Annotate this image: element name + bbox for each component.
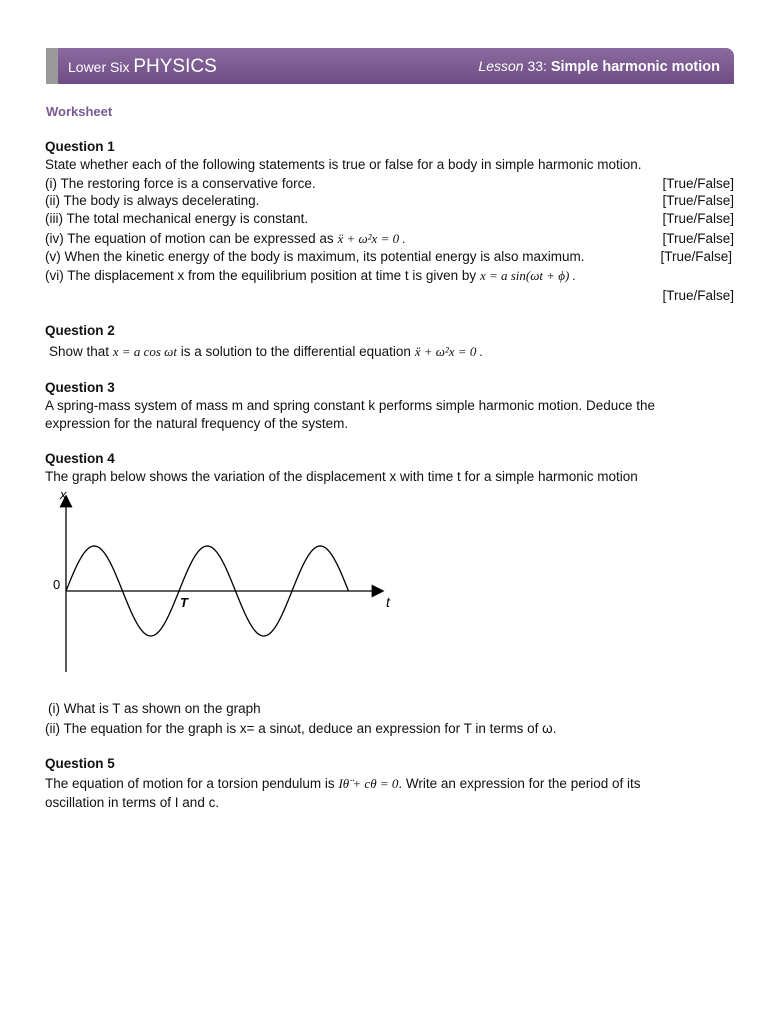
q1-item-3: (iii) The total mechanical energy is constant. [45, 211, 309, 226]
q1-item-4 [45, 231, 406, 247]
q1-tf-4: [True/False] [662, 231, 734, 246]
q2-mid: is a solution to the differential equation [180, 344, 411, 359]
q1-tf-1: [True/False] [662, 176, 734, 191]
q1-item-1: (i) The restoring force is a conservative force. [45, 176, 316, 191]
y-axis-label: x [60, 487, 67, 502]
period-label: T [180, 595, 188, 610]
q2-pre: Show that [49, 344, 110, 359]
q1-tf-3: [True/False] [662, 211, 734, 226]
q1-item-2: (ii) The body is always decelerating. [45, 193, 260, 208]
q5-title: Question 5 [45, 756, 115, 771]
q4-part-ii: (ii) The equation for the graph is x= a sinωt, deduce an expression for T in terms of ω. [45, 721, 557, 736]
q1-item-6-text: (vi) The displacement x from the equilibrium position at time t is given by [45, 268, 477, 283]
level-label: Lower Six [68, 59, 130, 75]
q5-line-1b: . Write an expression for the period of its [398, 776, 641, 791]
banner-right [478, 58, 720, 75]
q3-title: Question 3 [45, 380, 115, 395]
x-axis-label: t [386, 594, 390, 610]
q5-line-1 [45, 776, 640, 792]
q3-line-1: A spring-mass system of mass m and spring constant k performs simple harmonic motion. Deduce the [45, 398, 655, 413]
q1-tf-2: [True/False] [662, 193, 734, 208]
q1-item-5: (v) When the kinetic energy of the body is maximum, its potential energy is also maximum. [45, 249, 585, 264]
q1-item-6 [45, 268, 576, 284]
lesson-title: Simple harmonic motion [550, 59, 720, 75]
header-banner [46, 48, 734, 84]
q4-part-i: (i) What is T as shown on the graph [48, 701, 261, 716]
origin-label: 0 [53, 577, 61, 592]
q3-line-2: expression for the natural frequency of the system. [45, 416, 349, 431]
q4-intro: The graph below shows the variation of the displacement x with time t for a simple harmonic motion [45, 469, 638, 484]
lesson-word: Lesson [478, 58, 524, 74]
q1-title: Question 1 [45, 139, 115, 154]
q4-title: Question 4 [45, 451, 115, 466]
worksheet-heading: Worksheet [46, 104, 113, 119]
q1-tf-6: [True/False] [662, 288, 734, 303]
q2-text [49, 344, 483, 360]
q5-line-2: oscillation in terms of I and c. [45, 795, 220, 810]
displacement-time-graph [40, 485, 410, 680]
q2-equation-2: ẍ + ω²x = 0 . [414, 344, 483, 359]
q1-intro: State whether each of the following statements is true or false for a body in simple harmonic motion. [45, 157, 642, 172]
lesson-number: 33: [527, 58, 547, 74]
q1-item-6-equation: x = a sin(ωt + ϕ) . [479, 268, 576, 283]
q1-item-4-text: (iv) The equation of motion can be expressed as [45, 231, 334, 246]
q2-equation-1: x = a cos ωt [112, 344, 177, 359]
q1-item-4-equation: ẍ + ω²x = 0 . [337, 231, 406, 246]
banner-left [68, 56, 217, 78]
q5-equation: Iθ̈ + cθ = 0 [338, 776, 399, 791]
q2-title: Question 2 [45, 323, 115, 338]
q5-line-1a: The equation of motion for a torsion pendulum is [45, 776, 335, 791]
banner-stub [46, 48, 58, 84]
q1-tf-5: [True/False] [660, 249, 732, 264]
subject-label: PHYSICS [133, 56, 217, 77]
